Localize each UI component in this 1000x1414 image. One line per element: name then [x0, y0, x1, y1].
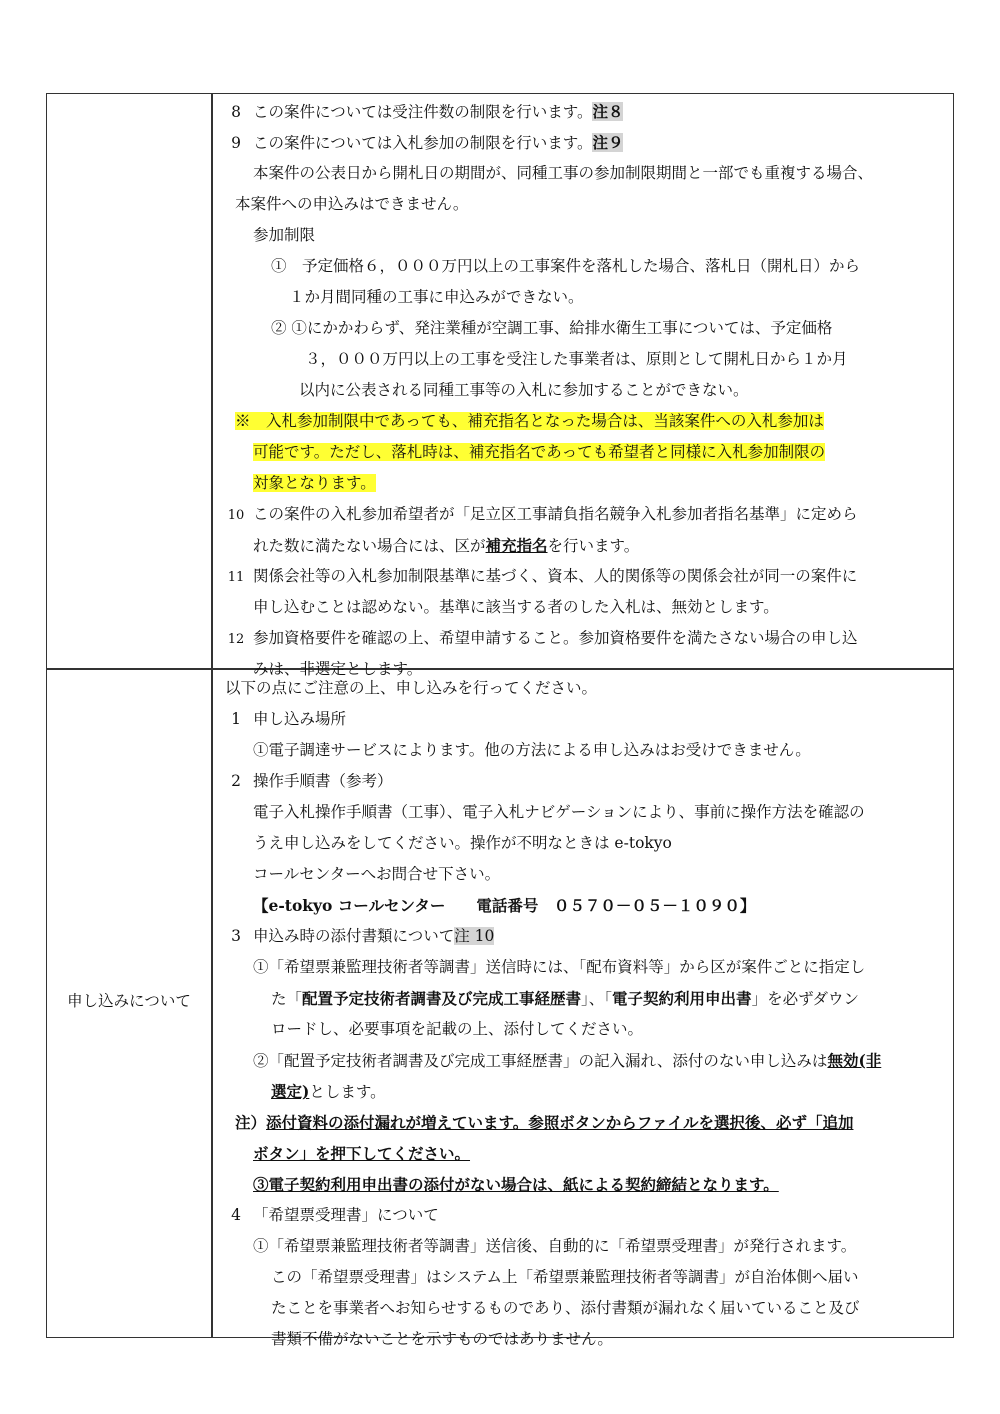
lower-content	[219, 673, 945, 1355]
item-12: 12 参加資格要件を確認の上、希望申請すること。参加資格要件を満たさない場合の申し込	[227, 629, 858, 647]
text-line: た「配置予定技術者調書及び完成工事経歴書」、「電子契約利用申出書」を必ずダウン	[271, 989, 859, 1008]
text-line: 選定)とします。	[271, 1082, 386, 1101]
note-badge: 注 10	[454, 927, 495, 945]
text-line: みは、非選定とします。	[253, 660, 423, 678]
text-line: この「希望票受理書」はシステム上「希望票兼監理技術者等調書」が自治体側へ届い	[271, 1268, 859, 1286]
text-line: ロードし、必要事項を記載の上、添付してください。	[271, 1020, 644, 1038]
warning-line: ③電子契約利用申出書の添付がない場合は、紙による契約締結となります。	[253, 1175, 779, 1194]
warning-line: 注）添付資料の添付漏れが増えています。参照ボタンからファイルを選択後、必ず「追加	[235, 1113, 854, 1132]
item-10: 10 この案件の入札参加希望者が「足立区工事請負指名競争入札参加者指名基準」に定めら	[227, 505, 858, 523]
text-line: 本案件への申込みはできません。	[235, 195, 469, 213]
text-line: 本案件の公表日から開札日の期間が、同種工事の参加制限期間と一部でも重複する場合、	[253, 164, 874, 182]
item-1: 1 申し込み場所	[231, 710, 347, 728]
text-line: 書類不備がないことを示すものではありません。	[271, 1330, 613, 1348]
upper-content	[219, 96, 945, 685]
text-line: 申し込むことは認めない。基準に該当する者のした入札は、無効とします。	[253, 598, 779, 616]
text-line: ３，０００万円以上の工事を受注した事業者は、原則として開札日から１か月	[305, 350, 848, 368]
row-label: 申し込みについて	[67, 992, 191, 1010]
text-line: コールセンターへお問合せ下さい。	[253, 865, 501, 883]
item-2: 2 操作手順書（参考）	[231, 772, 393, 790]
highlight-note: ※ 入札参加制限中であっても、補充指名となった場合は、当該案件への入札参加は	[235, 412, 824, 430]
notice-table	[46, 93, 954, 1348]
column-divider	[211, 94, 213, 1337]
text-line: 電子入札操作手順書（工事）、電子入札ナビゲーションにより、事前に操作方法を確認の	[253, 803, 865, 821]
warning-line: ボタン」を押下してください。	[253, 1144, 471, 1163]
text-line: ②「配置予定技術者調書及び完成工事経歴書」の記入漏れ、添付のない申し込みは無効(非	[253, 1051, 882, 1070]
text-line: １か月間同種の工事に申込みができない。	[289, 288, 584, 306]
text-line: ①「希望票兼監理技術者等調書」送信後、自動的に「希望票受理書」が発行されます。	[253, 1237, 857, 1255]
intro-line: 以下の点にご注意の上、申し込みを行ってください。	[225, 679, 598, 697]
item-11: 11 関係会社等の入札参加制限基準に基づく、資本、人的関係等の関係会社が同一の案件に	[227, 567, 858, 585]
text-line: ① 予定価格６，０００万円以上の工事案件を落札した場合、落札日（開札日）から	[271, 257, 861, 275]
text-line: れた数に満たない場合には、区が補充指名を行います。	[253, 536, 640, 555]
item-4: 4 「希望票受理書」について	[231, 1206, 439, 1224]
text-line: ①「希望票兼監理技術者等調書」送信時には、「配布資料等」から区が案件ごとに指定し	[253, 958, 866, 976]
item-9: 9 この案件については入札参加の制限を行います。注９	[231, 133, 624, 152]
item-3: 3 申込み時の添付書類について注 10	[231, 927, 495, 945]
text-line: ② ①にかかわらず、発注業種が空調工事、給排水衛生工事については、予定価格	[271, 319, 833, 337]
text-line: たことを事業者へお知らせするものであり、添付書類が漏れなく届いていること及び	[271, 1299, 860, 1317]
highlight-note: 対象となります。	[253, 474, 376, 492]
text-line: うえ申し込みをしてください。操作が不明なときは e-tokyo	[253, 834, 672, 852]
note-badge: 注８	[592, 102, 624, 121]
item-8: 8 この案件については受注件数の制限を行います。注８	[231, 102, 624, 121]
note-badge: 注９	[592, 133, 624, 152]
highlight-note: 可能です。ただし、落札時は、補充指名であっても希望者と同様に入札参加制限の	[253, 443, 826, 461]
call-center-line: 【e-tokyo コールセンター 電話番号 ０５７０－０５－１０９０】	[253, 896, 756, 915]
text-line: 参加制限	[253, 226, 316, 244]
text-line: ①電子調達サービスによります。他の方法による申し込みはお受けできません。	[253, 741, 811, 759]
text-line: 以内に公表される同種工事等の入札に参加することができない。	[299, 381, 749, 399]
